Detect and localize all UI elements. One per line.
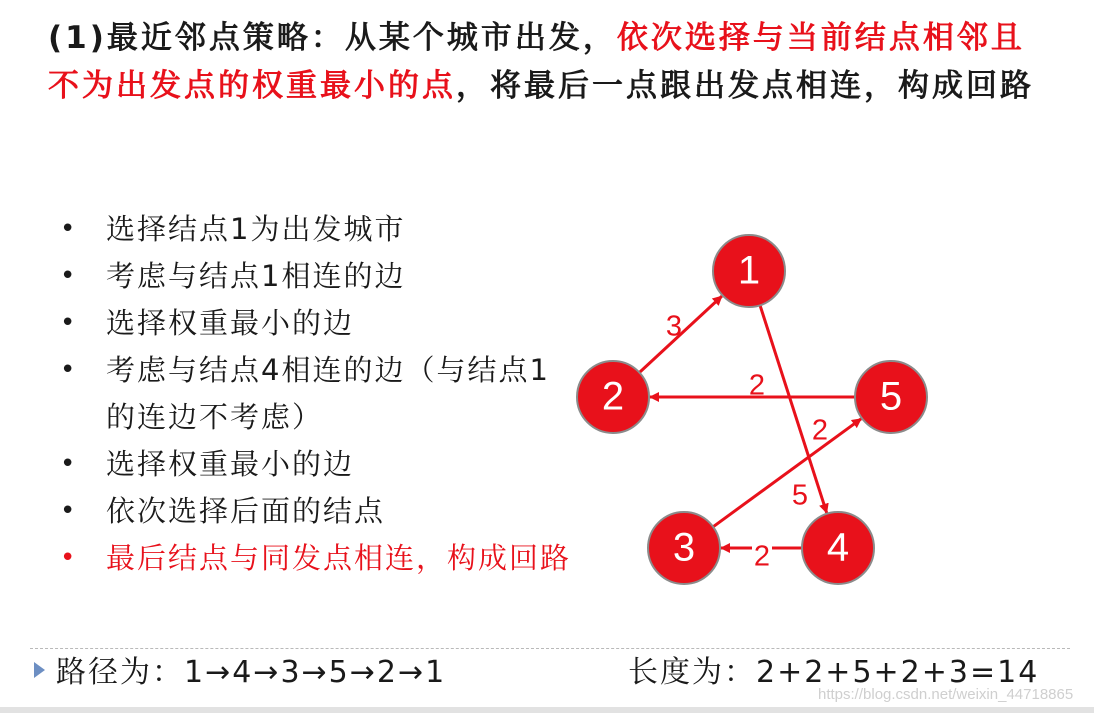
edge-weight-label: 2 [748, 369, 766, 402]
step-text: 考虑与结点1相连的边 [106, 259, 406, 293]
node-3 [648, 512, 720, 584]
node-label: 1 [737, 248, 761, 293]
edge-weight-label: 2 [811, 414, 829, 447]
heading-highlight: 依次选择与当前结点相邻且不为出发点的权重最小的点 [48, 20, 1025, 104]
step-text: 选择权重最小的边 [106, 447, 355, 481]
bullet-dot-icon: • [60, 308, 78, 338]
nodes-layer [577, 235, 927, 584]
bullet-dot-icon: • [60, 496, 78, 526]
node-label: 3 [672, 525, 696, 570]
bottom-rule [0, 707, 1094, 713]
node-label: 4 [826, 525, 850, 570]
step-text: 考虑与结点4相连的边（与结点1的连边不考虑） [106, 353, 550, 434]
node-4 [802, 512, 874, 584]
edge-weight-label: 5 [791, 479, 809, 512]
heading-prefix: (1)最近邻点策略：从某个城市出发， [48, 20, 617, 56]
node-label: 5 [879, 374, 903, 419]
node-1 [713, 235, 785, 307]
bullet-dot-icon: • [60, 214, 78, 244]
bullet-dot-icon: • [60, 355, 78, 385]
divider [30, 648, 1070, 649]
bullet-dot-icon: • [60, 543, 78, 573]
step-text: 选择结点1为出发城市 [106, 212, 406, 246]
step-text: 最后结点与同发点相连，构成回路 [106, 541, 572, 575]
route-text: 路径为：1→4→3→5→2→1 [56, 655, 447, 690]
node-2 [577, 361, 649, 433]
heading-suffix: ，将最后一点跟出发点相连，构成回路 [456, 68, 1034, 104]
watermark: https://blog.csdn.net/weixin_44718865 [818, 686, 1074, 703]
node-5 [855, 361, 927, 433]
length-text: 长度为：2+2+5+2+3=14 [628, 655, 1040, 690]
step-text: 选择权重最小的边 [106, 306, 355, 340]
node-label: 2 [601, 374, 625, 419]
edge-3-5 [713, 419, 861, 527]
edge-weight-label: 2 [753, 540, 771, 573]
bullet-dot-icon: • [60, 449, 78, 479]
step-text: 依次选择后面的结点 [106, 494, 386, 528]
bullet-dot-icon: • [60, 261, 78, 291]
triangle-bullet-icon [34, 662, 45, 678]
edge-weight-label: 3 [665, 310, 683, 343]
